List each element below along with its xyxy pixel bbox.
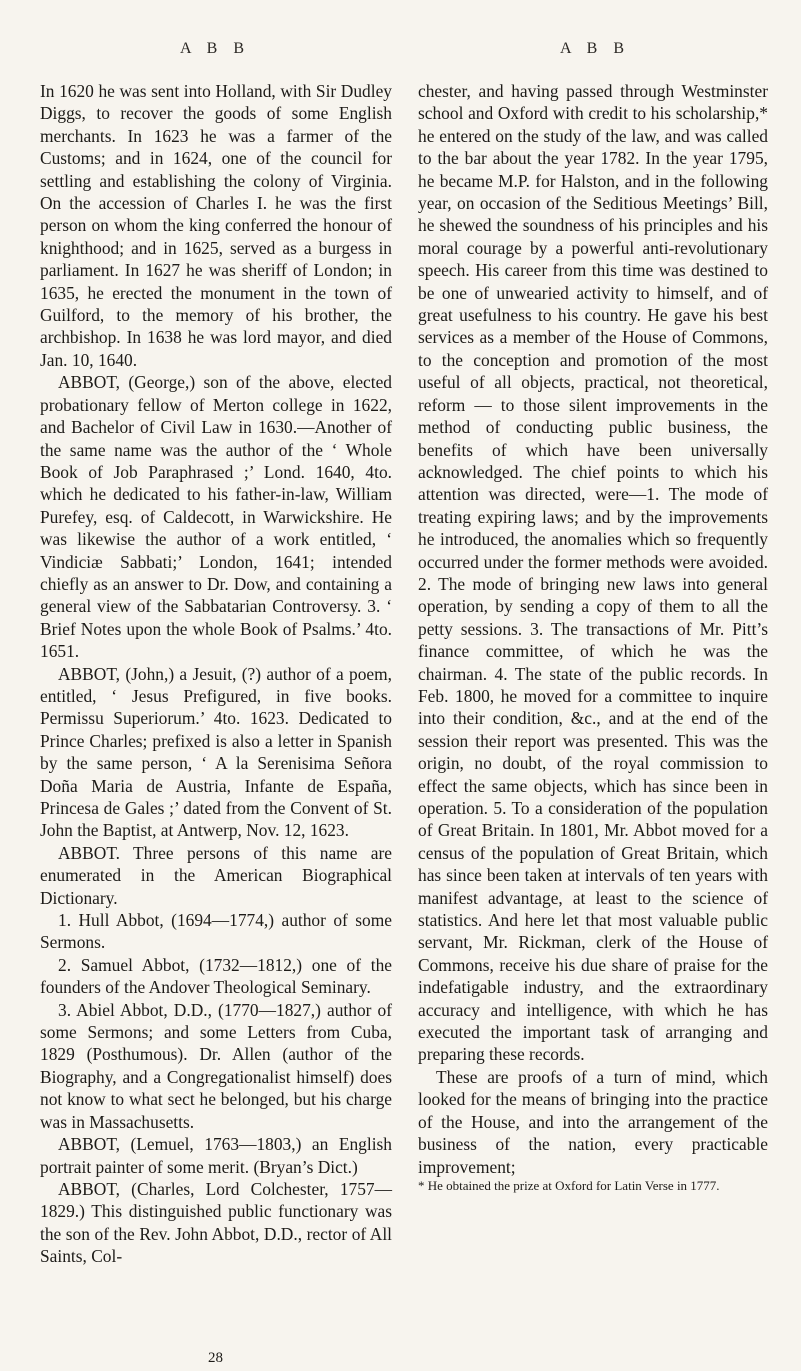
- entry-abbot-george: ABBOT, (George,) son of the above, elected probationary fellow of Merton college in 1622, and Bachelor of Civil Law in 1630.—Another of the same name was the author of the ‘ Whole Book of Job Paraphrased ;’ Lond. 1640, 4to. which he dedicated to his father-in-law, William Purefey, esq. of Caldecott, in Warwickshire. He was likewise the author of a work entitled, ‘ Vindiciæ Sabbati;’ London, 1641; intended chiefly as an answer to Dr. Dow, and containing a general view of the Sabbatarian Controversy. 3. ‘ Brief Notes upon the whole Book of Psalms.’ 4to. 1651.: [40, 372, 392, 662]
- paragraph-continued: chester, and having passed through Westminster school and Oxford with credit to his scholarship,* he entered on the study of the law, and was called to the bar about the year 1782. In the year 1795, he became M.P. for Halston, and in the following year, on occasion of the Seditious Meetings’ Bill, he shewed the soundness of his principles and his moral courage by a powerful anti-revolutionary speech. His career from this time was destined to be one of unwearied activity to himself, and of great usefulness to his country. He gave his best services as a member of the House of Commons, to the conception and promotion of the most useful of all objects, practical, not theoretical, reform — to those silent improvements in the method of conducting public business, the benefits of which have been universally acknowledged. The chief points to which his attention was directed, were—1. The mode of treating expiring laws; and by the improvements he introduced, the anomalies which so frequently occurred under the former methods were avoided. 2. The mode of bringing new laws into general operation, by sending a copy of them to all the petty sessions. 3. The transactions of Mr. Pitt’s finance committee, of which he was the chairman. 4. The state of the public records. In Feb. 1800, he moved for a committee to inquire into their condition, &c., and at the end of the session their report was presented. This was the origin, no doubt, of the royal commission to effect the same objects, which has since been in operation. 5. To a consideration of the population of Great Britain. In 1801, Mr. Abbot moved for a census of the population of Great Britain, which has since been taken at intervals of ten years with manifest advantage, at least to the science of statistics. And here let that most valuable public servant, Mr. Rickman, clerk of the House of Commons, receive his due share of praise for the indefatigable industry, and the extraordinary accuracy and intelligence, with which he has executed the important task of arranging and preparing these records.: [418, 81, 768, 1065]
- left-column: [40, 80, 392, 1268]
- paragraph: In 1620 he was sent into Holland, with Sir Dudley Diggs, to recover the goods of some English merchants. In 1623 he was a farmer of the Customs; and in 1624, one of the council for settling and establishing the colony of Virginia. On the accession of Charles I. he was the first person on whom the king conferred the honour of knighthood; and in 1625, served as a burgess in parliament. In 1627 he was sheriff of London; in 1635, he erected the monument in the town of Guilford, to the memory of his brother, the archbishop. In 1638 he was lord mayor, and died Jan. 10, 1640.: [40, 81, 392, 370]
- footnote: * He obtained the prize at Oxford for Latin Verse in 1777.: [418, 1177, 720, 1193]
- running-head-left: A B B: [180, 40, 251, 57]
- entry-abbot-lemuel: ABBOT, (Lemuel, 1763—1803,) an English portrait painter of some merit. (Bryan’s Dict.): [40, 1134, 392, 1177]
- entry-abbot-american: ABBOT. Three persons of this name are enumerated in the American Biographical Dictionary.: [40, 842, 392, 908]
- right-column: [418, 80, 768, 1194]
- entry-hull-abbot: 1. Hull Abbot, (1694—1774,) author of some Sermons.: [40, 910, 392, 953]
- entry-abbot-charles: ABBOT, (Charles, Lord Colchester, 1757—1829.) This distinguished public functionary was the son of the Rev. John Abbot, D.D., rector of All Saints, Col-: [40, 1178, 392, 1267]
- entry-abiel-abbot: 3. Abiel Abbot, D.D., (1770—1827,) author of some Sermons; and some Letters from Cuba, 1829 (Posthumous). Dr. Allen (author of the Biography, and a Congregationalist himself) does not know to what sect he belonged, but his charge was in Massachusetts.: [40, 999, 392, 1132]
- paragraph-proofs: These are proofs of a turn of mind, which looked for the means of bringing into the practice of the House, and into the arrangement of the business of the nation, every practicable improvement;: [418, 1066, 768, 1177]
- entry-samuel-abbot: 2. Samuel Abbot, (1732—1812,) one of the founders of the Andover Theological Seminary.: [40, 954, 392, 998]
- running-head-right: A B B: [560, 40, 631, 57]
- entry-abbot-john: ABBOT, (John,) a Jesuit, (?) author of a poem, entitled, ‘ Jesus Prefigured, in five books. Permissu Superiorum.’ 4to. 1623. Dedicated to Prince Charles; prefixed is also a letter in Spanish by the same person, ‘ A la Serenisima Señora Doña Maria de Austria, Infante de España, Princesa de Gales ;’ dated from the Convent of St. John the Baptist, at Antwerp, Nov. 12, 1623.: [40, 663, 392, 841]
- page-number: 28: [208, 1350, 223, 1366]
